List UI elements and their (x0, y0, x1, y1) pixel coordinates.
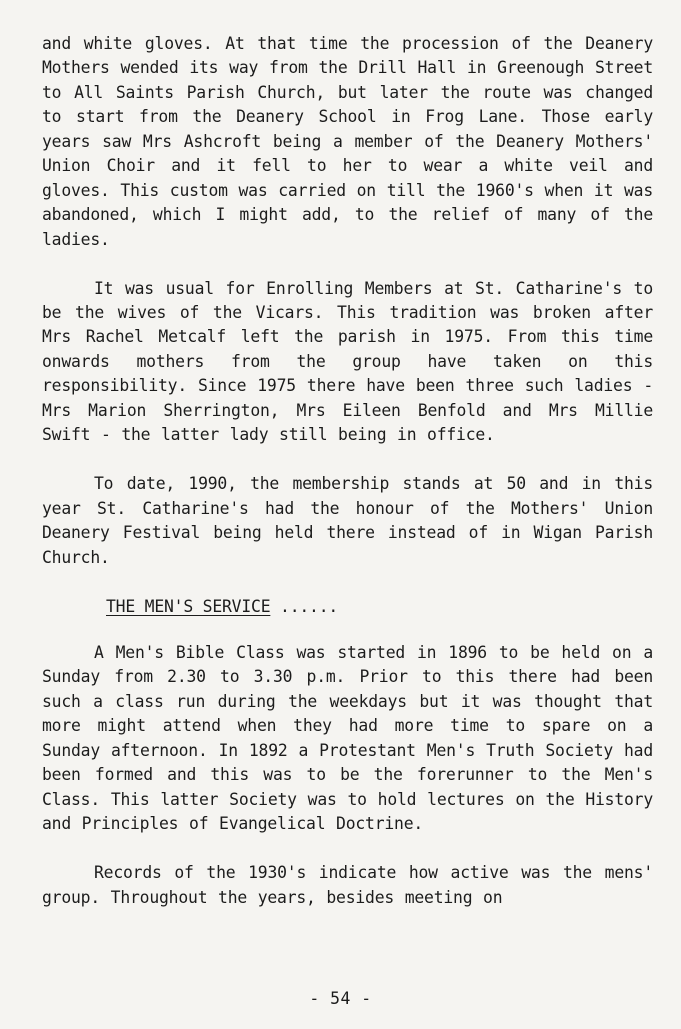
paragraph-bible-class: A Men's Bible Class was started in 1896 to be held on a Sunday from 2.30 to 3.30 p.m. Prior to this there had been such a class run during the weekdays but it was thought that more might attend when they had more time to spare on a Sunday afternoon. In 1892 a Protestant Men's Truth Society had been formed and this was to be the forerunner to the Men's Class. This latter Society was to hold lectures on the History and Principles of Evangelical Doctrine. (42, 643, 653, 834)
paragraph-enrolling-members: It was usual for Enrolling Members at St. Catharine's to be the wives of the Vicars. This tradition was broken after Mrs Rachel Metcalf left the parish in 1975. From this time onwards mothers from the group have taken on this responsibility. Since 1975 there have been three such ladies - Mrs Marion Sherrington, Mrs Eileen Benfold and Mrs Millie Swift - the latter lady still being in office. (42, 278, 653, 445)
section-heading-trailer: ...... (270, 596, 339, 616)
paragraph-membership-1990: To date, 1990, the membership stands at 50 and in this year St. Catharine's had the honour of the Mothers' Union Deanery Festival being held there instead of in Wigan Parish Church. (42, 474, 653, 567)
section-heading-title: THE MEN'S SERVICE (106, 596, 271, 616)
page-number: - 54 - (309, 989, 372, 1008)
paragraph-records-1930s: Records of the 1930's indicate how active was the mens' group. Throughout the years, besides meeting on (42, 863, 653, 907)
paragraph-procession: and white gloves. At that time the procession of the Deanery Mothers wended its way from the Drill Hall in Greenough Street to All Saints Parish Church, but later the route was changed to start from the Deanery School in Frog Lane. Those early years saw Mrs Ashcroft being a member of the Deanery Mothers' Union Choir and it fell to her to wear a white veil and gloves. This custom was carried on till the 1960's when it was abandoned, which I might add, to the relief of many of the ladies. (42, 34, 653, 249)
section-heading (42, 595, 653, 619)
